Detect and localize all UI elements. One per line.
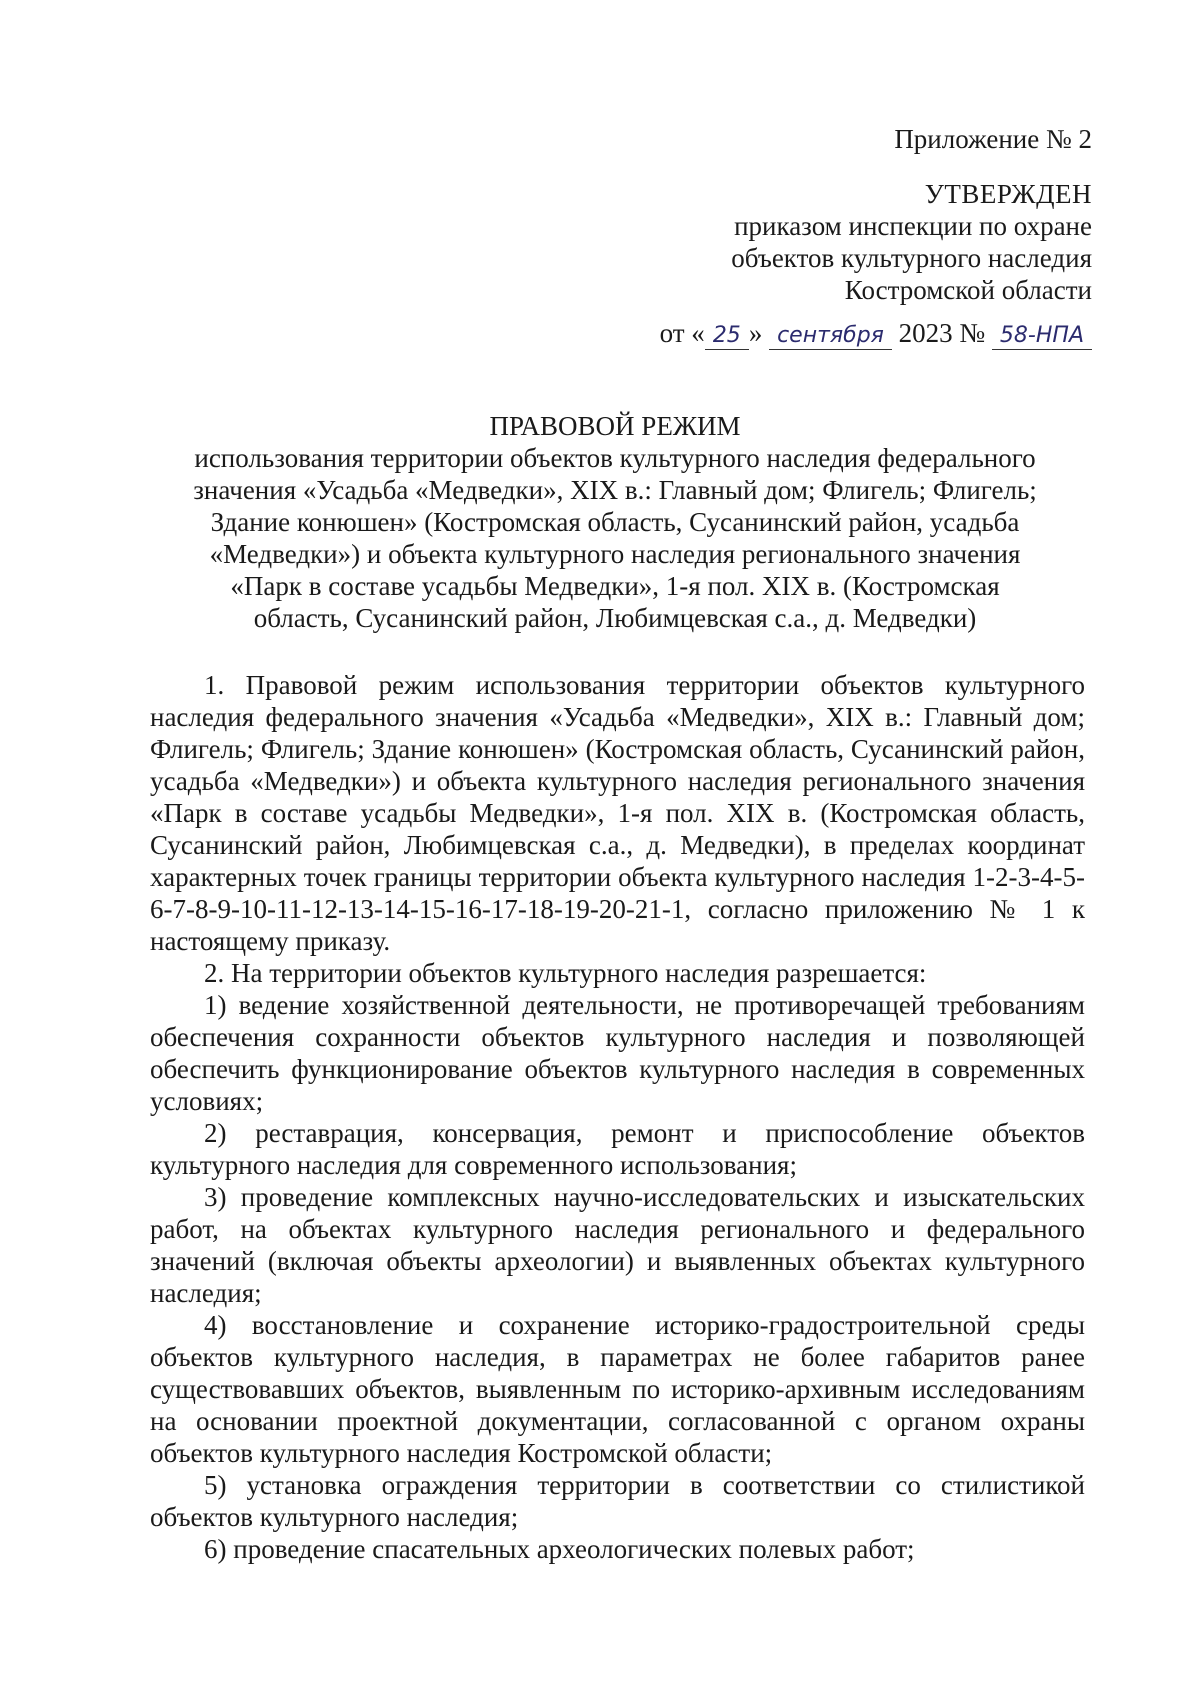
date-prefix: от «	[659, 318, 705, 348]
list-item-1: 1) ведение хозяйственной деятельности, не противоречащей требованиям обеспечения сохранности объектов культурного наследия и позволяющей обеспечить функционирование объектов культурного наследия в современных условиях;	[150, 990, 1085, 1116]
approval-line: Костромской области	[844, 275, 1092, 305]
document-body	[150, 669, 1085, 1565]
title-line: значения «Усадьба «Медведки», XIX в.: Главный дом; Флигель; Флигель;	[193, 475, 1037, 505]
title-line: «Парк в составе усадьбы Медведки», 1-я пол. XIX в. (Костромская	[230, 571, 1000, 601]
approval-block	[731, 178, 1092, 306]
paragraph-2: 2. На территории объектов культурного наследия разрешается:	[204, 958, 927, 988]
list-item-2: 2) реставрация, консервация, ремонт и приспособление объектов культурного наследия для современного использования;	[150, 1118, 1085, 1180]
order-date-line	[660, 317, 1092, 350]
approval-line: объектов культурного наследия	[731, 243, 1092, 273]
title-heading: ПРАВОВОЙ РЕЖИМ	[489, 411, 741, 441]
list-item-3: 3) проведение комплексных научно-исследовательских и изыскательских работ, на объектах культурного наследия регионального и федерального значений (включая объекты археологии) и выявленных объектах культурного наследия;	[150, 1182, 1085, 1308]
approval-line: приказом инспекции по охране	[734, 211, 1092, 241]
document-title	[150, 410, 1080, 634]
title-line: область, Сусанинский район, Любимцевская с.а., д. Медведки)	[253, 603, 977, 633]
appendix-label: Приложение № 2	[894, 124, 1092, 154]
list-item-4: 4) восстановление и сохранение историко-градостроительной среды объектов культурного наследия, в параметрах не более габаритов ранее существовавших объектов, выявленным по историко-архивным исследованиям на основании проектной документации, согласованной с органом охраны объектов культурного наследия Костромской области;	[150, 1310, 1085, 1468]
handwritten-order-number: 58-НПА	[992, 323, 1092, 350]
approved-heading: УТВЕРЖДЕН	[924, 179, 1092, 209]
list-item-5: 5) установка ограждения территории в соответствии со стилистикой объектов культурного наследия;	[150, 1470, 1085, 1532]
date-year-number: 2023 №	[898, 318, 986, 348]
list-item-6: 6) проведение спасательных археологических полевых работ;	[204, 1534, 915, 1564]
paragraph-1: 1. Правовой режим использования территории объектов культурного наследия федерального значения «Усадьба «Медведки», XIX в.: Главный дом; Флигель; Флигель; Здание конюшен» (Костромская область, Сусанинский район, усадьба «Медведки») и объекта культурного наследия регионального значения «Парк в составе усадьбы Медведки», 1-я пол. XIX в. (Костромская область, Сусанинский район, Любимцевская с.а., д. Медведки), в пределах координат характерных точек границы территории объекта культурного наследия 1-2-3-4-5-6-7-8-9-10-11-12-13-14-15-16-17-18-19-20-21-1, согласно приложению № 1 к настоящему приказу.	[150, 670, 1085, 956]
handwritten-day: 25	[705, 323, 749, 350]
handwritten-month: сентября	[769, 323, 892, 350]
title-line: использования территории объектов культурного наследия федерального	[194, 443, 1036, 473]
title-line: «Медведки») и объекта культурного наследия регионального значения	[209, 539, 1021, 569]
title-line: Здание конюшен» (Костромская область, Сусанинский район, усадьба	[210, 507, 1020, 537]
date-mid: »	[748, 318, 763, 348]
